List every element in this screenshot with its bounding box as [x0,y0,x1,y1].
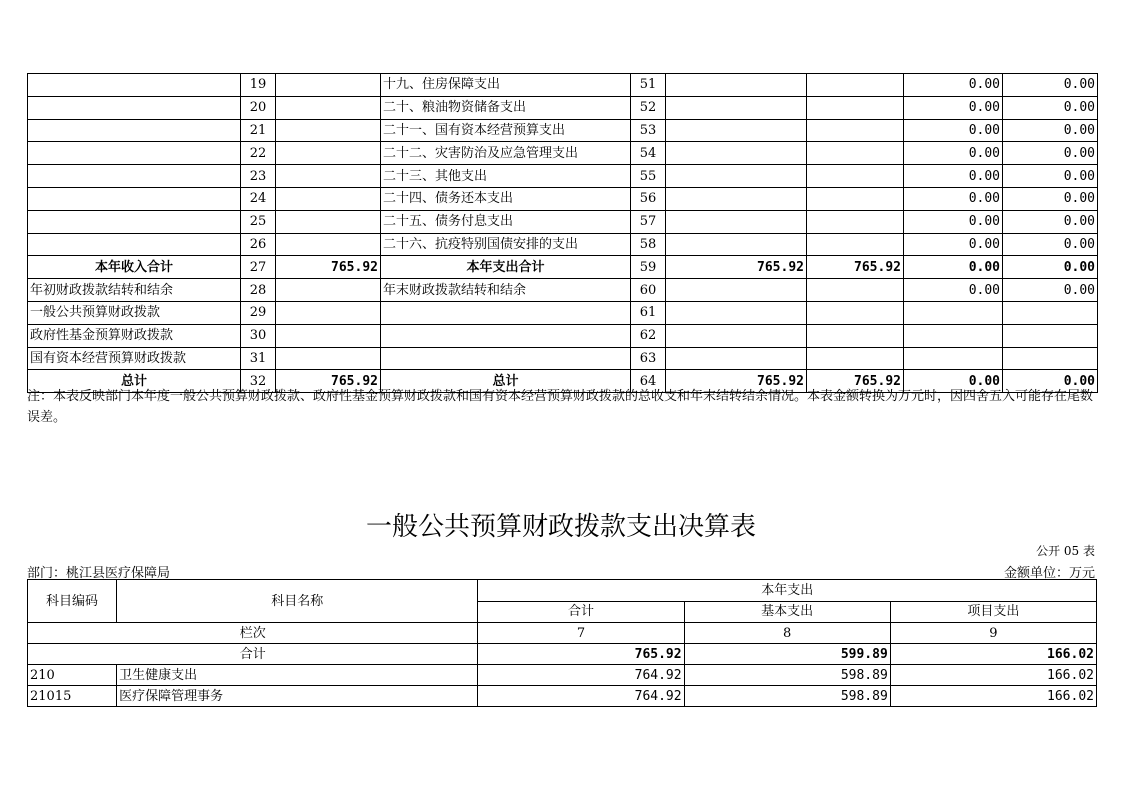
total-basic: 599.89 [684,644,890,665]
table-row [28,96,1098,119]
income-amount [276,96,381,119]
table-row [28,256,1098,279]
header-name: 科目名称 [117,580,478,623]
header-basic: 基本支出 [684,601,890,623]
expense-amount: 0.00 [1003,370,1098,393]
row-number: 61 [631,301,666,324]
income-amount [276,142,381,165]
expense-amount [904,347,1003,370]
income-item [28,187,241,210]
expense-item: 二十五、债务付息支出 [381,210,631,233]
row-number: 59 [631,256,666,279]
expense-item: 二十二、灾害防治及应急管理支出 [381,142,631,165]
expense-amount: 0.00 [1003,187,1098,210]
expense-amount: 0.00 [904,187,1003,210]
page-title: 一般公共预算财政拨款支出决算表 [365,512,756,542]
expense-amount: 0.00 [1003,210,1098,233]
expense-item [381,347,631,370]
row-number: 56 [631,187,666,210]
table-row [28,324,1098,347]
row-number: 20 [241,96,276,119]
department-label: 部门：桃江县医疗保障局 [27,566,171,581]
expense-amount [807,210,904,233]
expense-amount [666,233,807,256]
project-amount: 166.02 [890,665,1096,686]
expense-amount: 765.92 [807,370,904,393]
row-number: 57 [631,210,666,233]
row-number: 53 [631,119,666,142]
expense-item: 二十四、债务还本支出 [381,187,631,210]
expense-amount: 0.00 [1003,256,1098,279]
expense-amount [666,165,807,188]
row-number: 31 [241,347,276,370]
income-item [28,119,241,142]
row-number: 26 [241,233,276,256]
expenditure-table [27,579,1097,707]
row-number: 58 [631,233,666,256]
expense-amount: 0.00 [1003,74,1098,97]
expense-amount [807,233,904,256]
table-row [28,165,1098,188]
income-item [28,233,241,256]
row-number: 64 [631,370,666,393]
table-row [28,301,1098,324]
income-amount: 765.92 [276,370,381,393]
expense-item: 本年支出合计 [381,256,631,279]
form-number: 公开 05 表 [1036,544,1095,558]
income-item: 总计 [28,370,241,393]
column-number: 7 [478,623,684,644]
income-item [28,96,241,119]
income-item: 本年收入合计 [28,256,241,279]
row-number: 54 [631,142,666,165]
income-amount [276,165,381,188]
table-row [28,279,1098,302]
row-number: 25 [241,210,276,233]
expense-amount [807,279,904,302]
header-current-year: 本年支出 [478,580,1097,602]
expense-item [381,324,631,347]
income-item [28,142,241,165]
row-number: 32 [241,370,276,393]
expense-amount [807,324,904,347]
column-number-row [28,623,1097,644]
expense-amount: 0.00 [904,96,1003,119]
table-row [28,74,1098,97]
row-number: 30 [241,324,276,347]
expense-amount: 0.00 [1003,142,1098,165]
expense-amount: 0.00 [904,256,1003,279]
income-amount [276,233,381,256]
header-total: 合计 [478,601,684,623]
column-number: 8 [684,623,890,644]
row-number: 29 [241,301,276,324]
row-number: 60 [631,279,666,302]
expense-amount: 0.00 [1003,279,1098,302]
expense-amount: 765.92 [666,256,807,279]
expense-amount [807,165,904,188]
income-expense-table [27,73,1098,393]
expense-item: 二十三、其他支出 [381,165,631,188]
expense-item: 年末财政拨款结转和结余 [381,279,631,302]
expense-amount [666,301,807,324]
expense-amount [807,96,904,119]
income-item: 一般公共预算财政拨款 [28,301,241,324]
row-number: 19 [241,74,276,97]
income-item [28,210,241,233]
expense-amount: 0.00 [904,74,1003,97]
expense-amount: 0.00 [904,279,1003,302]
expense-amount [807,187,904,210]
expense-amount [807,301,904,324]
table-row [28,233,1098,256]
row-number: 22 [241,142,276,165]
income-amount [276,324,381,347]
expense-amount [1003,347,1098,370]
expense-item: 总计 [381,370,631,393]
total-row [28,644,1097,665]
row-number: 21 [241,119,276,142]
subject-code: 21015 [28,686,117,707]
header-row [28,580,1097,602]
expense-amount: 0.00 [1003,165,1098,188]
expense-amount: 0.00 [1003,96,1098,119]
expense-amount [807,119,904,142]
table-row [28,347,1098,370]
expense-amount [666,96,807,119]
expense-item: 十九、住房保障支出 [381,74,631,97]
row-number: 52 [631,96,666,119]
subject-code: 210 [28,665,117,686]
row-number: 28 [241,279,276,302]
header-code: 科目编码 [28,580,117,623]
expense-amount [666,187,807,210]
basic-amount: 598.89 [684,665,890,686]
expense-amount [666,279,807,302]
expense-amount: 0.00 [904,233,1003,256]
expense-amount [1003,301,1098,324]
expense-amount [904,301,1003,324]
income-amount [276,210,381,233]
project-amount: 166.02 [890,686,1096,707]
income-amount: 765.92 [276,256,381,279]
expense-amount: 0.00 [904,165,1003,188]
expense-amount: 0.00 [904,142,1003,165]
total-amount: 765.92 [478,644,684,665]
income-amount [276,74,381,97]
income-amount [276,119,381,142]
table-row [28,210,1098,233]
income-item: 年初财政拨款结转和结余 [28,279,241,302]
expense-amount [904,324,1003,347]
row-number: 23 [241,165,276,188]
table-note: 注：本表反映部门本年度一般公共预算财政拨款、政府性基金预算财政拨款和国有资本经营预算财政拨款的总收支和年末结转结余情况。本表金额转换为万元时，因四舍五入可能存在尾数误差。 [27,389,1094,425]
basic-amount: 598.89 [684,686,890,707]
income-item: 政府性基金预算财政拨款 [28,324,241,347]
table-row [28,142,1098,165]
income-item [28,74,241,97]
expense-amount [666,142,807,165]
income-amount [276,279,381,302]
expense-amount [807,347,904,370]
income-amount [276,301,381,324]
expense-amount [807,142,904,165]
expense-amount: 0.00 [904,119,1003,142]
expense-amount [666,74,807,97]
expense-amount [807,74,904,97]
expense-item: 二十一、国有资本经营预算支出 [381,119,631,142]
income-amount [276,187,381,210]
table-row [28,665,1097,686]
total-amount: 764.92 [478,665,684,686]
header-project: 项目支出 [890,601,1096,623]
row-number: 55 [631,165,666,188]
expense-item: 二十六、抗疫特别国债安排的支出 [381,233,631,256]
expense-amount: 0.00 [904,370,1003,393]
row-number: 27 [241,256,276,279]
expense-amount: 0.00 [1003,119,1098,142]
table-row [28,187,1098,210]
row-number: 51 [631,74,666,97]
income-item: 国有资本经营预算财政拨款 [28,347,241,370]
expense-amount: 0.00 [904,210,1003,233]
subject-name: 医疗保障管理事务 [117,686,478,707]
total-project: 166.02 [890,644,1096,665]
expense-amount [666,347,807,370]
subject-name: 卫生健康支出 [117,665,478,686]
expense-item: 二十、粮油物资储备支出 [381,96,631,119]
table-row [28,686,1097,707]
expense-amount [666,324,807,347]
table-row [28,119,1098,142]
amount-unit-label: 金额单位：万元 [1003,566,1095,581]
expense-amount [1003,324,1098,347]
expense-amount [666,119,807,142]
row-number: 24 [241,187,276,210]
total-label: 合计 [28,644,478,665]
total-amount: 764.92 [478,686,684,707]
expense-amount [666,210,807,233]
income-amount [276,347,381,370]
income-item [28,165,241,188]
row-number: 63 [631,347,666,370]
column-number-label: 栏次 [28,623,478,644]
column-number: 9 [890,623,1096,644]
expense-amount: 0.00 [1003,233,1098,256]
expense-amount: 765.92 [807,256,904,279]
row-number: 62 [631,324,666,347]
expense-item [381,301,631,324]
expense-amount: 765.92 [666,370,807,393]
